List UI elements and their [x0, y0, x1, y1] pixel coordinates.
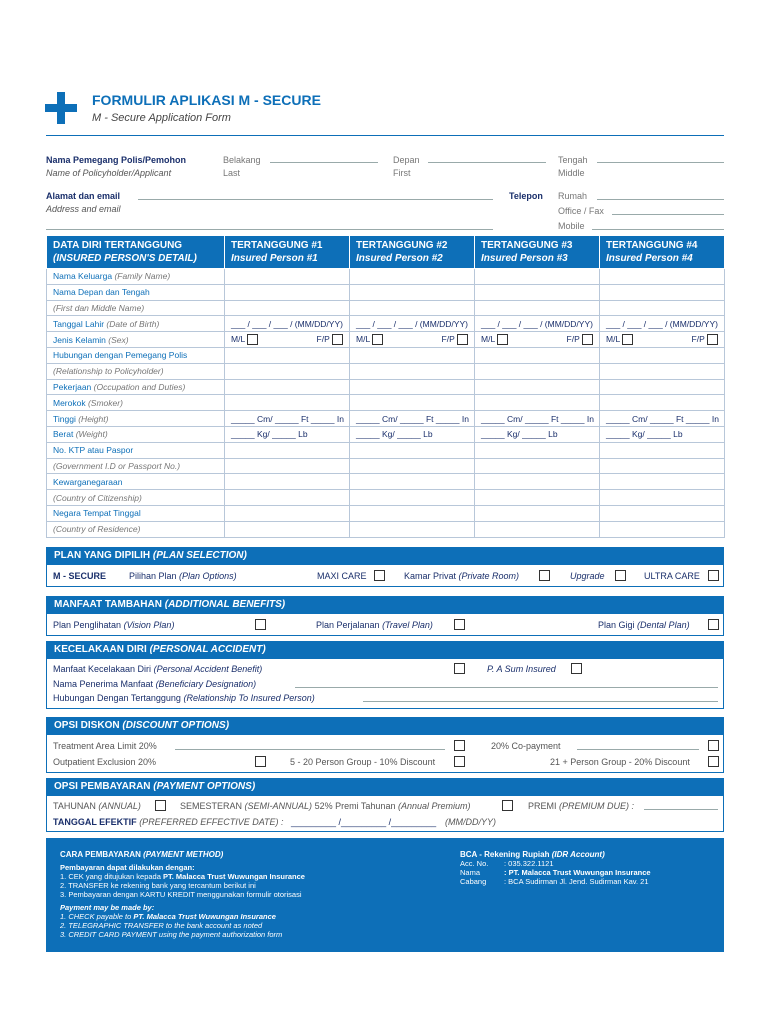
insured-person-3-header: TERTANGGUNG #3 Insured Person #3 [475, 236, 600, 269]
table-row [47, 284, 725, 300]
weight-cell[interactable]: _____ Kg/ _____ Lb [350, 426, 475, 442]
family-name-cell[interactable] [350, 269, 475, 285]
gender-cell [350, 332, 475, 348]
table-row [47, 426, 725, 442]
gender-label: Jenis Kelamin (Sex) [47, 332, 225, 348]
dob-label: Tanggal Lahir (Date of Birth) [47, 316, 225, 332]
first-middle-name-cell[interactable] [475, 284, 600, 300]
smoker-cell[interactable] [225, 395, 350, 411]
copayment-field[interactable] [577, 749, 699, 750]
height-label: Tinggi (Height) [47, 411, 225, 427]
office-phone-label: Office / Fax [558, 206, 604, 216]
relationship-label-en: (Relationship to Policyholder) [47, 363, 225, 379]
first-middle-name-label: Nama Depan dan Tengah [47, 284, 225, 300]
additional-benefits-bar: MANFAAT TAMBAHAN (ADDITIONAL BENEFITS) [46, 596, 724, 614]
weight-cell[interactable]: _____ Kg/ _____ Lb [225, 426, 350, 442]
insured-detail-table [46, 235, 725, 538]
residence-label: Negara Tempat Tinggal [47, 505, 225, 521]
table-row [47, 490, 725, 506]
occupation-cell[interactable] [225, 379, 350, 395]
last-name-label-en: Last [223, 168, 241, 178]
table-row [47, 269, 725, 285]
outpatient-exclusion-checkbox[interactable] [255, 756, 266, 767]
table-row [47, 442, 725, 458]
bank-account-title: BCA - Rekening Rupiah (IDR Account) [460, 850, 605, 859]
account-name-value: : PT. Malacca Trust Wuwungan Insurance [504, 868, 651, 877]
page-title: FORMULIR APLIKASI M - SECURE [92, 92, 321, 108]
relation-field[interactable] [363, 701, 718, 702]
residence-cell[interactable] [225, 505, 350, 521]
blank-cell[interactable] [600, 490, 725, 506]
outpatient-exclusion-label: Outpatient Exclusion 20% [53, 757, 157, 767]
address-label: Alamat dan email [46, 191, 121, 201]
upgrade-checkbox[interactable] [615, 570, 626, 581]
table-row [47, 300, 725, 316]
citizenship-label: Kewarganegaraan [47, 474, 225, 490]
blank-cell[interactable] [600, 521, 725, 537]
payment-method-panel [46, 838, 724, 952]
smoker-cell[interactable] [475, 395, 600, 411]
payment-options-bar: OPSI PEMBAYARAN (PAYMENT OPTIONS) [46, 778, 724, 796]
travel-plan-checkbox[interactable] [454, 619, 465, 630]
insured-person-1-header: TERTANGGUNG #1 Insured Person #1 [225, 236, 350, 269]
blank-cell[interactable] [225, 300, 350, 316]
id-number-cell[interactable] [600, 442, 725, 458]
treatment-limit-checkbox[interactable] [454, 740, 465, 751]
family-name-cell[interactable] [600, 269, 725, 285]
blank-cell[interactable] [225, 490, 350, 506]
table-row [47, 474, 725, 490]
effective-date-field[interactable]: _________ /_________ /_________ [291, 817, 437, 827]
blank-cell[interactable] [350, 458, 475, 474]
maxi-care-checkbox[interactable] [374, 570, 385, 581]
home-phone-label: Rumah [558, 191, 588, 201]
height-cell[interactable]: _____ Cm/ _____ Ft _____ In [225, 411, 350, 427]
table-row [47, 521, 725, 537]
male-checkbox[interactable] [497, 334, 508, 345]
residence-cell[interactable] [600, 505, 725, 521]
weight-label: Berat (Weight) [47, 426, 225, 442]
relationship-cell[interactable] [225, 347, 350, 363]
plan-selection-bar: PLAN YANG DIPILIH (PLAN SELECTION) [46, 547, 724, 565]
upgrade-label: Upgrade [570, 571, 605, 581]
dental-plan-checkbox[interactable] [708, 619, 719, 630]
blank-cell[interactable] [475, 300, 600, 316]
residence-cell[interactable] [475, 505, 600, 521]
male-label: M/L [481, 333, 495, 344]
residence-cell[interactable] [350, 505, 475, 521]
semi-annual-label: SEMESTERAN (SEMI-ANNUAL) 52% Premi Tahunan (Annual Premium) [180, 801, 471, 811]
male-checkbox[interactable] [372, 334, 383, 345]
blank-cell[interactable] [225, 363, 350, 379]
citizenship-cell[interactable] [475, 474, 600, 490]
account-number-value: : 035.322.1121 [504, 859, 554, 868]
citizenship-label-en: (Country of Citizenship) [47, 490, 225, 506]
payment-id-item-1: 1. CEK yang ditujukan kepada PT. Malacca Trust Wuwungan Insurance [60, 872, 305, 881]
payment-id-item-3: 3. Pembayaran dengan KARTU KREDIT menggunakan formulir otorisasi [60, 890, 302, 899]
table-row [47, 316, 725, 332]
family-name-cell[interactable] [475, 269, 600, 285]
address-field-1[interactable] [138, 199, 493, 200]
id-number-cell[interactable] [350, 442, 475, 458]
mobile-phone-label: Mobile [558, 221, 585, 231]
male-checkbox[interactable] [247, 334, 258, 345]
blank-cell[interactable] [350, 490, 475, 506]
first-middle-name-cell[interactable] [600, 284, 725, 300]
payment-en-item-1: 1. CHECK payable to PT. Malacca Trust Wuwungan Insurance [60, 912, 276, 921]
first-middle-name-cell[interactable] [225, 284, 350, 300]
citizenship-cell[interactable] [600, 474, 725, 490]
relationship-cell[interactable] [600, 347, 725, 363]
female-label: F/P [441, 334, 455, 345]
last-name-field[interactable] [270, 162, 378, 163]
plan-options-label: Pilihan Plan (Plan Options) [129, 571, 237, 581]
insured-person-4-header: TERTANGGUNG #4 Insured Person #4 [600, 236, 725, 269]
payment-en-intro: Payment may be made by: [60, 903, 155, 912]
payment-en-item-2: 2. TELEGRAPHIC TRANSFER to the bank account as noted [60, 921, 263, 930]
blank-cell[interactable] [225, 458, 350, 474]
policyholder-label: Nama Pemegang Polis/Pemohon [46, 155, 187, 165]
blank-cell[interactable] [600, 363, 725, 379]
sum-insured-checkbox[interactable] [571, 663, 582, 674]
table-row [47, 379, 725, 395]
table-row [47, 332, 725, 348]
blank-cell[interactable] [225, 521, 350, 537]
group-21-label: 21 + Person Group - 20% Discount [550, 757, 690, 767]
policyholder-label-en: Name of Policyholder/Applicant [46, 168, 172, 178]
treatment-limit-label: Treatment Area Limit 20% [53, 741, 157, 751]
relationship-label: Hubungan dengan Pemegang Polis [47, 347, 225, 363]
sum-insured-label: P. A Sum Insured [487, 664, 556, 674]
travel-plan-label: Plan Perjalanan (Travel Plan) [316, 620, 433, 630]
beneficiary-field[interactable] [295, 687, 718, 688]
maxi-care-label: MAXI CARE [317, 571, 367, 581]
premium-field[interactable] [644, 809, 718, 810]
citizenship-cell[interactable] [350, 474, 475, 490]
smoker-label: Merokok (Smoker) [47, 395, 225, 411]
male-checkbox[interactable] [622, 334, 633, 345]
citizenship-cell[interactable] [225, 474, 350, 490]
payment-id-intro: Pembayaran dapat dilakukan dengan: [60, 863, 195, 872]
occupation-cell[interactable] [475, 379, 600, 395]
annual-label: TAHUNAN (ANNUAL) [53, 801, 141, 811]
detail-header: DATA DIRI TERTANGGUNG (INSURED PERSON'S DETAIL) [47, 236, 225, 269]
address-field-2[interactable] [46, 229, 493, 230]
office-phone-field[interactable] [612, 214, 724, 215]
middle-name-label: Tengah [558, 155, 588, 165]
payment-method-title: CARA PEMBAYARAN (PAYMENT METHOD) [60, 850, 224, 859]
female-checkbox[interactable] [457, 334, 468, 345]
blank-cell[interactable] [350, 300, 475, 316]
relationship-cell[interactable] [350, 347, 475, 363]
male-label: M/L [356, 333, 370, 344]
group-21-checkbox[interactable] [708, 756, 719, 767]
first-middle-name-label-en: (First dan Middle Name) [47, 300, 225, 316]
relation-label: Hubungan Dengan Tertanggung (Relationship To Insured Person) [53, 693, 315, 703]
private-room-label: Kamar Privat (Private Room) [404, 571, 520, 581]
gender-cell [225, 332, 350, 348]
vision-plan-checkbox[interactable] [255, 619, 266, 630]
dob-cell[interactable]: ___ / ___ / ___ / (MM/DD/YY) [350, 316, 475, 332]
account-number-label: Acc. No. [460, 859, 489, 868]
smoker-cell[interactable] [350, 395, 475, 411]
blank-cell[interactable] [475, 363, 600, 379]
payment-en-item-3: 3. CREDIT CARD PAYMENT using the payment authorization form [60, 930, 283, 939]
ultra-care-checkbox[interactable] [708, 570, 719, 581]
id-number-label: No. KTP atau Paspor [47, 442, 225, 458]
female-checkbox[interactable] [582, 334, 593, 345]
insured-person-2-header: TERTANGGUNG #2 Insured Person #2 [350, 236, 475, 269]
discount-options-bar: OPSI DISKON (DISCOUNT OPTIONS) [46, 717, 724, 735]
blank-cell[interactable] [600, 458, 725, 474]
accident-benefit-checkbox[interactable] [454, 663, 465, 674]
weight-cell[interactable]: _____ Kg/ _____ Lb [475, 426, 600, 442]
blank-cell[interactable] [475, 521, 600, 537]
middle-name-field[interactable] [597, 162, 724, 163]
copayment-label: 20% Co-payment [491, 741, 561, 751]
copayment-checkbox[interactable] [708, 740, 719, 751]
blank-cell[interactable] [350, 363, 475, 379]
dob-cell[interactable]: ___ / ___ / ___ / (MM/DD/YY) [225, 316, 350, 332]
treatment-limit-field[interactable] [175, 749, 445, 750]
premium-label: PREMI (PREMIUM DUE) : [528, 801, 635, 811]
product-name: M - SECURE [53, 571, 107, 581]
id-number-label-en: (Government I.D or Passport No.) [47, 458, 225, 474]
occupation-cell[interactable] [350, 379, 475, 395]
gender-cell [475, 332, 600, 348]
effective-date-label: TANGGAL EFEKTIF (PREFERRED EFFECTIVE DATE) : [53, 817, 284, 827]
blank-cell[interactable] [600, 300, 725, 316]
female-checkbox[interactable] [707, 334, 718, 345]
last-name-label: Belakang [223, 155, 261, 165]
first-name-label-en: First [393, 168, 411, 178]
female-label: F/P [566, 334, 580, 345]
beneficiary-label: Nama Penerima Manfaat (Beneficiary Designation) [53, 679, 257, 689]
address-label-en: Address and email [46, 204, 121, 214]
dental-plan-label: Plan Gigi (Dental Plan) [598, 620, 690, 630]
id-number-cell[interactable] [225, 442, 350, 458]
family-name-label: Nama Keluarga (Family Name) [47, 269, 225, 285]
smoker-cell[interactable] [600, 395, 725, 411]
account-name-label: Nama [460, 868, 481, 877]
blank-cell[interactable] [475, 490, 600, 506]
mobile-phone-field[interactable] [592, 229, 724, 230]
blank-cell[interactable] [350, 521, 475, 537]
female-label: F/P [691, 334, 705, 345]
group-5-20-checkbox[interactable] [454, 756, 465, 767]
height-cell[interactable]: _____ Cm/ _____ Ft _____ In [600, 411, 725, 427]
home-phone-field[interactable] [597, 199, 724, 200]
family-name-cell[interactable] [225, 269, 350, 285]
table-row [47, 411, 725, 427]
table-row [47, 347, 725, 363]
table-row [47, 363, 725, 379]
dob-cell[interactable]: ___ / ___ / ___ / (MM/DD/YY) [475, 316, 600, 332]
relationship-cell[interactable] [475, 347, 600, 363]
header-divider [46, 135, 724, 136]
semi-annual-checkbox[interactable] [502, 800, 513, 811]
branch-value: : BCA Sudirman Jl. Jend. Sudirman Kav. 21 [504, 877, 649, 886]
first-middle-name-cell[interactable] [350, 284, 475, 300]
residence-label-en: (Country of Residence) [47, 521, 225, 537]
branch-label: Cabang [460, 877, 487, 886]
annual-checkbox[interactable] [155, 800, 166, 811]
middle-name-label-en: Middle [558, 168, 585, 178]
gender-cell [600, 332, 725, 348]
blank-cell[interactable] [475, 458, 600, 474]
dob-cell[interactable]: ___ / ___ / ___ / (MM/DD/YY) [600, 316, 725, 332]
id-number-cell[interactable] [475, 442, 600, 458]
occupation-label: Pekerjaan (Occupation and Duties) [47, 379, 225, 395]
effective-date-format: (MM/DD/YY) [445, 817, 496, 827]
group-5-20-label: 5 - 20 Person Group - 10% Discount [290, 757, 436, 767]
table-header-row [47, 236, 725, 269]
table-row [47, 505, 725, 521]
first-name-field[interactable] [428, 162, 546, 163]
table-row [47, 458, 725, 474]
height-cell[interactable]: _____ Cm/ _____ Ft _____ In [350, 411, 475, 427]
page-subtitle: M - Secure Application Form [92, 112, 231, 124]
weight-cell[interactable]: _____ Kg/ _____ Lb [600, 426, 725, 442]
male-label: M/L [231, 333, 245, 344]
female-checkbox[interactable] [332, 334, 343, 345]
phone-label: Telepon [509, 191, 543, 201]
female-label: F/P [316, 334, 330, 345]
ultra-care-label: ULTRA CARE [644, 571, 700, 581]
male-label: M/L [606, 333, 620, 344]
vision-plan-label: Plan Penglihatan (Vision Plan) [53, 620, 175, 630]
plus-logo-icon [45, 92, 77, 124]
height-cell[interactable]: _____ Cm/ _____ Ft _____ In [475, 411, 600, 427]
payment-id-item-2: 2. TRANSFER ke rekening bank yang tercantum berikut ini [60, 881, 256, 890]
accident-benefit-label: Manfaat Kecelakaan Diri (Personal Accident Benefit) [53, 664, 263, 674]
first-name-label: Depan [393, 155, 420, 165]
occupation-cell[interactable] [600, 379, 725, 395]
private-room-checkbox[interactable] [539, 570, 550, 581]
personal-accident-bar: KECELAKAAN DIRI (PERSONAL ACCIDENT) [46, 641, 724, 659]
table-row [47, 395, 725, 411]
